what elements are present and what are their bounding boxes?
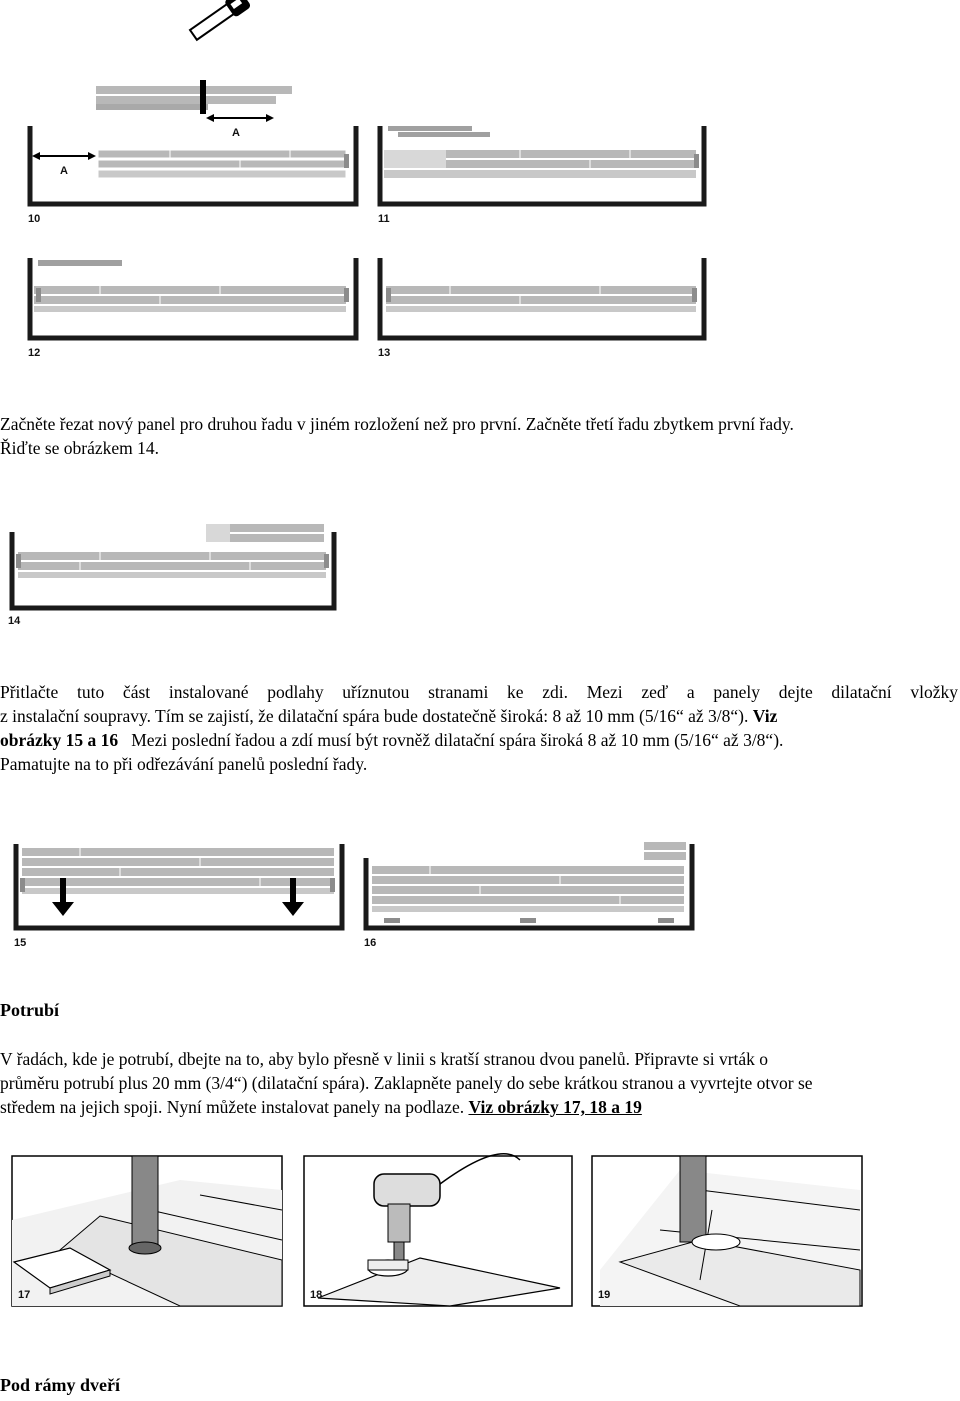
- figure-10: [28, 0, 356, 225]
- figure-17: [12, 1156, 282, 1306]
- figure-reference: Viz: [752, 706, 778, 726]
- figure-number-16: 16: [364, 937, 377, 949]
- figure-14: [0, 510, 360, 635]
- section-heading-pipes: Potrubí: [0, 1000, 60, 1020]
- paragraph-line: V řadách, kde je potrubí, dbejte na to, aby bylo přesně v linii s kratší stranou dvou panelů. Připravte si vrták o: [0, 1049, 769, 1069]
- paragraph-line: středem na jejich spoji. Nyní můžete instalovat panely na podlaze.: [0, 1097, 465, 1117]
- paragraph-line: průměru potrubí plus 20 mm (3/4“) (dilatační spára). Zaklapněte panely do sebe krátkou stranou a vyvrtejte otvor se: [0, 1073, 813, 1093]
- figure-reference: Viz obrázky 17, 18 a 19: [468, 1097, 642, 1117]
- paragraph-line: Řiďte se obrázkem 14.: [0, 438, 160, 458]
- figures-10-13: [0, 0, 720, 370]
- figure-number-10: 10: [28, 213, 41, 225]
- paragraph-line: Pamatujte na to při odřezávání panelů poslední řady.: [0, 754, 368, 774]
- figure-number-17: 17: [18, 1289, 31, 1301]
- figure-18: [304, 1154, 572, 1306]
- figure-11: [378, 126, 704, 225]
- figure-number-14: 14: [8, 615, 21, 627]
- figure-number-19: 19: [598, 1289, 611, 1301]
- figure-reference: obrázky 15 a 16: [0, 730, 119, 750]
- figure-number-11: 11: [378, 213, 390, 225]
- paragraph-expansion-gap: [0, 680, 958, 776]
- paragraph-pipes: [0, 1047, 958, 1119]
- figure-16: [364, 842, 692, 949]
- figure-12: [28, 258, 356, 359]
- figures-17-19: [0, 1150, 880, 1320]
- svg-text:A: A: [60, 165, 68, 177]
- figure-13: [378, 258, 704, 359]
- section-heading-door-frames: Pod rámy dveří: [0, 1375, 120, 1395]
- figure-19: [592, 1156, 862, 1306]
- figure-15: [14, 844, 342, 949]
- figure-number-18: 18: [310, 1289, 323, 1301]
- paragraph-line: Začněte řezat nový panel pro druhou řadu v jiném rozložení než pro první. Začněte třetí řadu zbytkem první řady.: [0, 414, 794, 434]
- paragraph-row-offset: [0, 412, 958, 460]
- saw-icon: [188, 0, 252, 43]
- figures-15-16: [0, 830, 710, 955]
- figure-number-13: 13: [378, 347, 391, 359]
- paragraph-line: Mezi poslední řadou a zdí musí být rovněž dilatační spára široká 8 až 10 mm (5/16“ až 3/8“).: [131, 730, 784, 750]
- paragraph-line: Přitlačte tuto část instalované podlahy uříznutou stranami ke zdi. Mezi zeď a panely dejte dilatační vložky: [0, 682, 958, 702]
- paragraph-line: z instalační soupravy. Tím se zajistí, že dilatační spára bude dostatečně široká: 8 až 10 mm (5/16“ až 3/8“).: [0, 706, 749, 726]
- dimension-label-a: A: [232, 127, 240, 139]
- figure-number-15: 15: [14, 937, 27, 949]
- figure-number-12: 12: [28, 347, 41, 359]
